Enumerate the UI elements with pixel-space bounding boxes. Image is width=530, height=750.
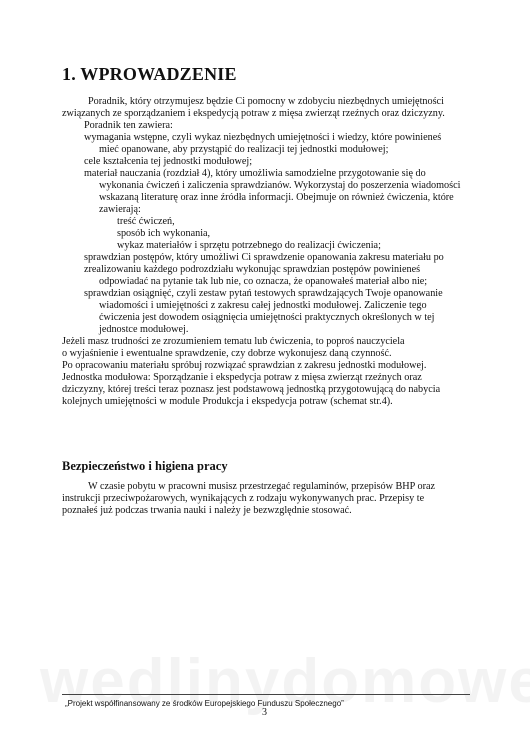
intro-line: Poradnik, który otrzymujesz będzie Ci pomocny w zdobyciu niezbędnych umiejętności bbox=[88, 96, 444, 107]
section-line: W czasie pobytu w pracowni musisz przestrzegać regulaminów, przepisów BHP oraz bbox=[88, 481, 436, 492]
list-item-line: zrealizowaniu każdego podrozdziału wykonując sprawdzian postępów powinieneś bbox=[84, 264, 421, 275]
list-item-line: odpowiadać na pytanie tak lub nie, co oznacza, że opanowałeś materiał albo nie; bbox=[99, 276, 428, 287]
list-item-line: wykonania ćwiczeń i zaliczenia sprawdzianów. Wykorzystaj do poszerzenia wiadomości bbox=[99, 180, 461, 191]
list-item-line: mieć opanowane, aby przystąpić do realizacji tej jednostki modułowej; bbox=[99, 144, 389, 155]
sublist-item: sposób ich wykonania, bbox=[117, 228, 211, 239]
closing-line: dziczyzny, której treści teraz poznasz jest podstawową jednostką przygotowującą do nabycia bbox=[62, 384, 441, 395]
intro-line: Poradnik ten zawiera: bbox=[84, 120, 173, 131]
list-item-line: materiał nauczania (rozdział 4), który umożliwia samodzielne przygotowanie się do bbox=[84, 168, 426, 179]
closing-line: Po opracowaniu materiału spróbuj rozwiązać sprawdzian z zakresu jednostki modułowej. bbox=[62, 360, 427, 371]
footer-text: „Projekt współfinansowany ze środków Europejskiego Funduszu Społecznego” bbox=[65, 699, 344, 708]
list-item-line: wymagania wstępne, czyli wykaz niezbędnych umiejętności i wiedzy, które powinieneś bbox=[84, 132, 442, 143]
list-item-line: wiadomości i umiejętności z zakresu całej jednostki modułowej. Zaliczenie tego bbox=[99, 300, 427, 311]
closing-line: kolejnych umiejętności w module Produkcja i ekspedycja potraw (schemat str.4). bbox=[62, 396, 393, 407]
closing-line: Jeżeli masz trudności ze zrozumieniem tematu lub ćwiczenia, to poproś nauczyciela bbox=[62, 336, 405, 347]
footer-divider bbox=[62, 694, 470, 695]
list-item-line: ćwiczenia jest dowodem osiągnięcia umiejętności praktycznych określonych w tej bbox=[99, 312, 435, 323]
list-item-line: cele kształcenia tej jednostki modułowej; bbox=[84, 156, 253, 167]
section-heading: Bezpieczeństwo i higiena pracy bbox=[62, 459, 228, 473]
chapter-heading: 1. WPROWADZENIE bbox=[62, 64, 237, 84]
list-item-line: sprawdzian postępów, który umożliwi Ci sprawdzenie opanowania zakresu materiału po bbox=[84, 252, 444, 263]
closing-line: Jednostka modułowa: Sporządzanie i ekspedycja potraw z mięsa zwierząt rzeźnych oraz bbox=[62, 372, 422, 383]
list-item-line: zawierają: bbox=[99, 204, 141, 215]
sublist-item: treść ćwiczeń, bbox=[117, 216, 175, 227]
page-number: 3 bbox=[262, 707, 267, 718]
list-item-line: sprawdzian osiągnięć, czyli zestaw pytań testowych sprawdzających Twoje opanowanie bbox=[84, 288, 443, 299]
intro-line: związanych ze sporządzaniem i ekspedycją potraw z mięsa zwierząt rzeźnych oraz dziczyzny. bbox=[62, 108, 445, 119]
sublist-item: wykaz materiałów i sprzętu potrzebnego do realizacji ćwiczenia; bbox=[117, 240, 381, 251]
section-line: instrukcji przeciwpożarowych, wynikających z rodzaju wykonywanych prac. Przepisy te bbox=[62, 493, 425, 504]
closing-line: o wyjaśnienie i ewentualne sprawdzenie, czy dobrze wykonujesz daną czynność. bbox=[62, 348, 392, 359]
section-line: poznałeś już podczas trwania nauki i należy je bezwzględnie stosować. bbox=[62, 505, 352, 516]
list-item-line: wskazaną literaturę oraz inne źródła informacji. Obejmuje on również ćwiczenia, które bbox=[99, 192, 454, 203]
list-item-line: jednostce modułowej. bbox=[99, 324, 189, 335]
